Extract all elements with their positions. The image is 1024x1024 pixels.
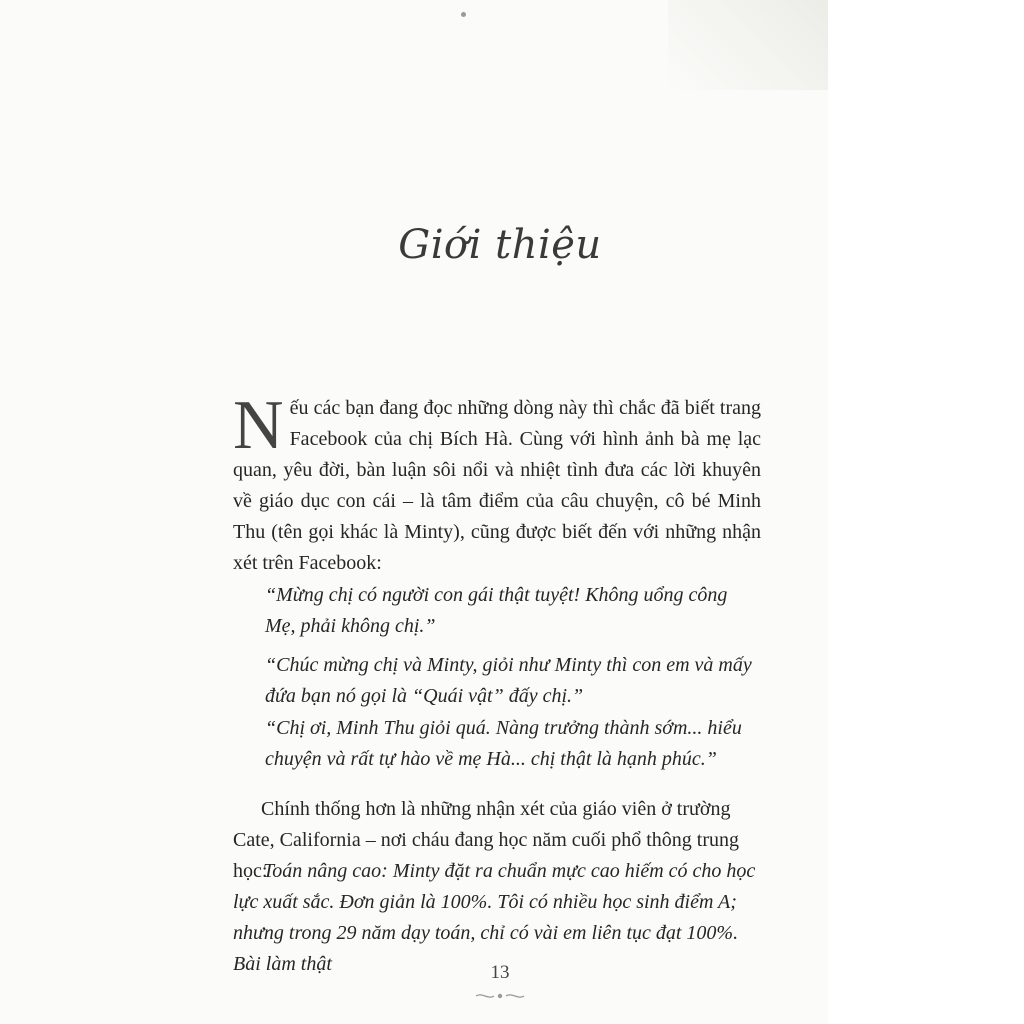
- intro-paragraph-text: ếu các bạn đang đọc những dòng này thì chắc đã biết trang Facebook của chị Bích Hà. Cùng với hình ảnh bà mẹ lạc quan, yêu đời, bàn luận sôi nổi và nhiệt tình đưa các lời khuyên về giáo dục con cái – là tâm điểm của câu chuyện, cô bé Minh Thu (tên gọi khác là Minty), cũng được biết đến với những nhận xét trên Facebook:: [233, 397, 761, 574]
- quote-3: “Chị ơi, Minh Thu giỏi quá. Nàng trưởng thành sớm... hiểu chuyện và rất tự hào về mẹ Hà... chị thật là hạnh phúc.”: [265, 717, 742, 770]
- print-speck: [461, 12, 466, 17]
- quote-1: “Mừng chị có người con gái thật tuyệt! Không uổng công Mẹ, phải không chị.”: [265, 584, 728, 637]
- drop-cap: N: [233, 387, 284, 464]
- ornament-icon: [472, 990, 528, 1002]
- intro-paragraph: [233, 387, 761, 579]
- teacher-intro-paragraph: Chính thống hơn là những nhận xét của giáo viên ở trường Cate, California – nơi cháu đang học năm cuối phổ thông trung học:: [233, 798, 740, 882]
- chapter-title: Giới thiệu: [398, 222, 602, 268]
- page-margin: [828, 0, 1024, 1024]
- teacher-comment-paragraph: Toán nâng cao: Minty đặt ra chuẩn mực cao hiếm có cho học lực xuất sắc. Đơn giản là 100%. Tôi có nhiều học sinh điểm A; nhưng trong 29 năm dạy toán, chỉ có vài em liên tục đạt 100%. Bài làm thật: [233, 860, 756, 975]
- quote-2: “Chúc mừng chị và Minty, giỏi như Minty thì con em và mấy đứa bạn nó gọi là “Quái vật” đấy chị.”: [265, 654, 752, 707]
- page-number: 13: [490, 962, 510, 983]
- page-shadow: [668, 0, 828, 90]
